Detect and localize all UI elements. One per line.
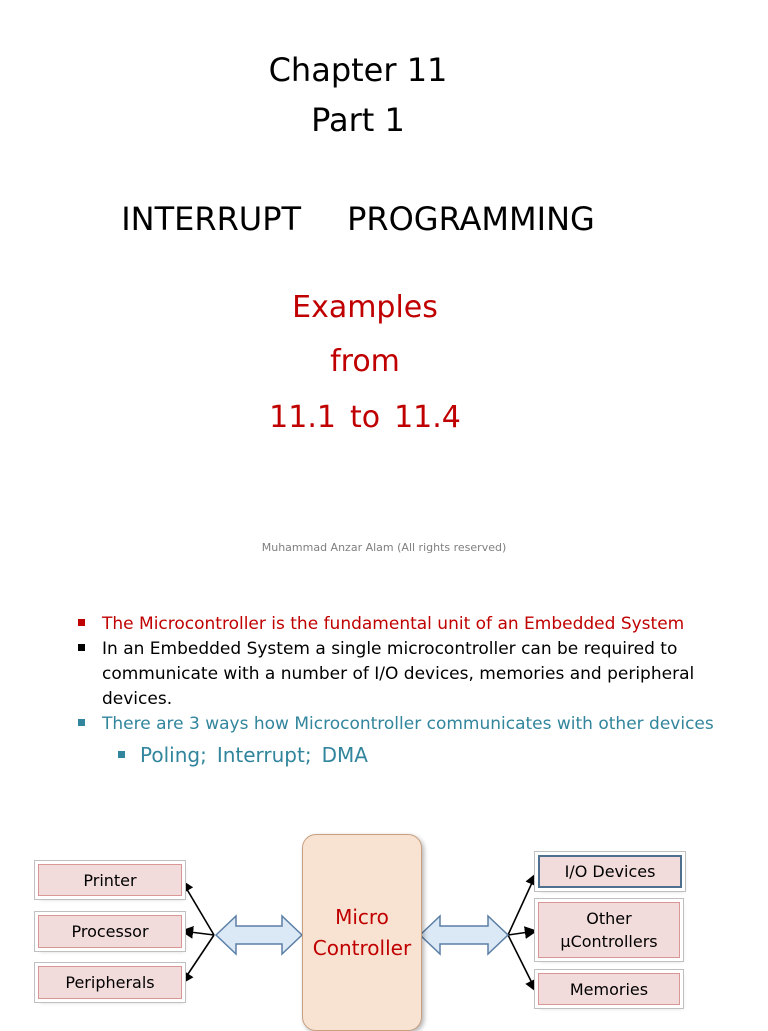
from-label: from [330, 344, 400, 379]
examples-label: Examples [292, 290, 438, 325]
method-dma: DMA [321, 743, 368, 767]
square-bullet-icon [78, 719, 85, 726]
example-range [0, 400, 730, 435]
title-word-interrupt: INTERRUPT [121, 200, 302, 238]
right-double-arrow-icon [420, 916, 508, 954]
bullet-list [78, 612, 718, 768]
slide-title [0, 200, 716, 238]
sub-bullet-item [78, 743, 718, 768]
memories-box: Memories [538, 973, 680, 1005]
right-connector-lines [508, 874, 536, 991]
square-bullet-icon [78, 644, 85, 651]
square-bullet-icon [118, 751, 125, 758]
title-word-programming: PROGRAMMING [347, 200, 595, 238]
copyright-footer: Muhammad Anzar Alam (All rights reserved) [261, 541, 507, 554]
range-to: to [349, 400, 381, 435]
bullet-item: In an Embedded System a single microcontroller can be required to communicate with a number of I/O devices, memories and peripheral devices. [78, 637, 718, 712]
bullet-item: There are 3 ways how Microcontroller communicates with other devices [78, 712, 718, 737]
chapter-heading: Chapter 11 [268, 51, 448, 89]
printer-box: Printer [38, 864, 182, 896]
left-double-arrow-icon [216, 916, 302, 954]
range-end: 11.4 [394, 400, 461, 435]
microcontroller-label-line2: Controller [312, 935, 412, 960]
range-start: 11.1 [269, 400, 336, 435]
microcontroller-label-line1: Micro [335, 904, 389, 929]
processor-box: Processor [38, 915, 182, 948]
microcontroller-block [302, 834, 422, 1031]
square-bullet-icon [78, 619, 85, 626]
other-microcontrollers-box: Other µControllers [538, 902, 680, 958]
method-interrupt: Interrupt; [216, 743, 312, 767]
io-devices-box: I/O Devices [538, 855, 682, 888]
peripherals-box: Peripherals [38, 966, 182, 999]
bullet-item: The Microcontroller is the fundamental unit of an Embedded System [78, 612, 718, 637]
part-heading: Part 1 [311, 101, 405, 139]
method-poling: Poling; [140, 743, 207, 767]
left-connector-lines [182, 881, 214, 983]
